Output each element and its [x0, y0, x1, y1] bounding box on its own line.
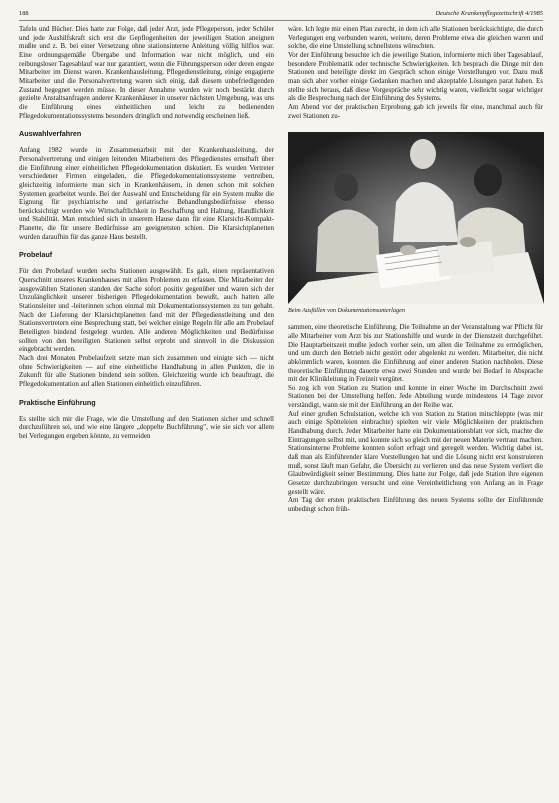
right-paragraph-6: Auf einer großen Schulstation, welche ich von Station zu Station mitschleppte (was mir auch einige Spötteleien einbrachte) spielten wir viele Möglichkeiten der praktischen Handhabung durch. Jeder Mitarbeiter hatte ein Dokumentationsblatt vor sich, machte die Eintragungen selbst mit, und konnte sich so gleich mit der neuen Materie vertraut machen. Stationsinterne Probleme konnten sofort erfragt und geregelt werden. Wichtig dabei ist, daß man als Einführender klare Vorstellungen hat und die Lösung nicht erst konstruieren muß, sonst läuft man Gefahr, die Übersicht zu verlieren und das neue System verliert die Glaubwürdigkeit seiner Bestimmung. Dies hatte zur Folge, daß jede Station ihre eigenen Gesetze durchzubringen versucht und eine Vereinheitlichung von Anfang an in Frage gestellt wäre. [288, 409, 543, 496]
journal-title: Deutsche Krankenpflegezeitschrift 4/1985 [435, 10, 543, 17]
praktische-paragraph: Es stellte sich mir die Frage, wie die Umstellung auf den Stationen sicher und schnell durchzuführen sei, und wie eine längere „doppelte Buchführung", wie sie sich vor allem bei Verlegungen ergeben könnte, zu vermeiden [19, 414, 274, 440]
probelauf-paragraph-2: Nach drei Monaten Probelaufzeit setzte man sich zusammen und einigte sich — nicht ohne Schwierigkeiten — auf eine einheitliche Handhabung in allen Punkten, die in Zukunft für alle Stationen bindend sein sollten. Gleichzeitig wurde ich beauftragt, die Pflegedokumentation auf allen Stationen einheitlich einzuführen. [19, 354, 274, 388]
probelauf-paragraph-1: Für den Probelauf wurden sechs Stationen ausgewählt. Es galt, einen repräsentativen Querschnitt unseres Krankenhauses mit allen Problemen zu erfassen. Die Mitarbeiter der ausgewählten Stationen standen der Sache sofort positiv gegenüber und waren sich der Unzulänglichkeit unserer bisherigen Pflegedokumentation bewußt, auch hatten alle Stationsleiter und -leiterinnen schon einmal mit Dokumentationssystemen zu tun gehabt. Nach der Lieferung der Klarsichtplanetten fand mit der Pflegedienstleitung und den Stationsvertretern eine Besprechung statt, bei welcher einige Regeln für alle am Probelauf Beteiligten bindend festgelegt wurden. Alle anderen Möglichkeiten und Bedürfnisse sollten von den beteiligten Stationen selbst erprobt und sinnvoll in die Diskussion eingebracht werden. [19, 267, 274, 354]
left-column [19, 25, 274, 514]
heading-praktische-einfuehrung: Praktische Einführung [19, 397, 96, 407]
heading-auswahlverfahren: Auswahlverfahren [19, 129, 82, 139]
right-paragraph-7: Am Tag der ersten praktischen Einführung des neuen Systems sollte der Einführende unbedingt schon früh- [288, 496, 543, 513]
right-paragraph-4: sammen, eine theoretische Einführung. Die Teilnahme an der Veranstaltung war Pflicht für alle Mitarbeiter vom Arzt bis zur Stationshilfe und wurde in der Dienstzeit durchgeführt. Die Hauptarbeitszeit mußte jedoch vorher sein, um allen die Teilnahme zu ermöglichen, und um durch den Betrieb nicht gestört oder abgelenkt zu werden. Mitarbeiter, die nicht abkömmlich waren, konnten die Einführung auf einer anderen Station nachholen. Diese theoretische Einführung dauerte etwa zwei Stunden und wurde bei Bedarf in Absprache mit der Klinikleitung in Freizeit vergütet. [288, 323, 543, 384]
heading-probelauf: Probelauf [19, 250, 53, 260]
right-column [288, 25, 543, 514]
photo-caption: Beim Ausfüllen von Dokumentationsunterlagen [288, 307, 405, 315]
right-paragraph-3: Am Abend vor der praktischen Erprobung gab ich jeweils für eine, manchmal auch für zwei Stationen zu- [288, 102, 543, 120]
intro-paragraph: Tafeln und Bücher. Dies hatte zur Folge, daß jeder Arzt, jede Pflegeperson, jeder Schüler und jede Aushilfskraft sich erst die Gepflogenheiten der jeweiligen Station aneignen mußte und z. B. bei einer Versetzung ohne stationsinterne Anleitung völlig hilflos war. Eine ordnungsgemäße Übergabe und Information war nicht möglich, und ein reibungsloser Tagesablauf war nur garantiert, wenn die Führungsperson oder deren engste Mitarbeiter im Dienst waren. Krankenhausleitung, Pflegedienstleitung, einige engagierte Mitarbeiter und die Personalvertretung waren sich einig, daß diesem unbefriedigenden Zustand begegnet werden müsse. In dieser Annahme wurden wir noch bestärkt durch gezielte Anstaltsanfragen anderer Krankenhäuser in unserer nächsten Umgebung, was uns die Einführung eines einheitlichen und leicht zu bedienenden Pflegedokumentationssystems besonders dringlich und notwendig erscheinen ließ. [19, 25, 274, 120]
right-paragraph-2: Vor der Einführung besuchte ich die jeweilige Station, informierte mich über Tagesablauf, besondere Problematik oder technische Schwierigkeiten. Ich besprach die Dinge mit den Stationen und beteiligte direkt im Gespräch schon einige Vorstellungen vor. Dazu muß man sich aber vorher einige Gedanken machen und akzeptable Lösungen parat haben. Es stellte sich heraus, daß diese Vorgespräche sehr wichtig waren, vielleicht sogar wichtiger als die Besprechung nach der Einführung des Systems. [288, 50, 543, 103]
text-columns [19, 25, 543, 514]
auswahl-paragraph: Anfang 1982 wurde in Zusammenarbeit mit der Krankenhausleitung, der Personalvertretung und einigen leitenden Mitarbeitern des Pflegedienstes ernsthaft über die Einführung einer einheitlichen Pflegedokumentation diskutiert. Es wurden Vertreter verschiedener Firmen eingeladen, die Pflegedokumentationssysteme vertreiben, gleichzeitig informierte man sich in Krankenhäusern, in denen schon mit solchen Systemen gearbeitet wurde. Bei der Auswahl und Entscheidung für ein System mußte die Eignung für psychiatrische und geriatrische Behandlungsbedürfnisse ebenso berücksichtigt werden wie Wirtschaftlichkeit in Beschaffung und Haltung, Handlichkeit und Stabilität. Man entschied sich in unserem Hause dann für eine Klarsicht-Kompakt-Planette, die für unsere Bedürfnisse am geeignetsten schien. Die Klarsichtplanetten wurden daraufhin für das ganze Haus bestellt. [19, 146, 274, 241]
right-paragraph-1: wäre. Ich legte mir einen Plan zurecht, in dem ich alle Stationen berücksichtigte, die durch Verlegungen eng verbunden waren, weitere, deren Probleme etwa die gleichen waren und solche, die eine Umstellung schnellstens wünschten. [288, 25, 543, 51]
page-header [19, 10, 543, 21]
right-paragraph-5: So zog ich von Station zu Station und konnte in einer Woche im Durchschnitt zwei Stationen bei der Umstellung helfen. Jede Abteilung wurde mindestens 14 Tage zuvor verständigt, wann sie mit der Einführung an der Reihe war. [288, 383, 543, 410]
photo-documentation [288, 132, 544, 304]
page-number: 188 [19, 10, 29, 17]
photo-illustration [288, 132, 544, 304]
